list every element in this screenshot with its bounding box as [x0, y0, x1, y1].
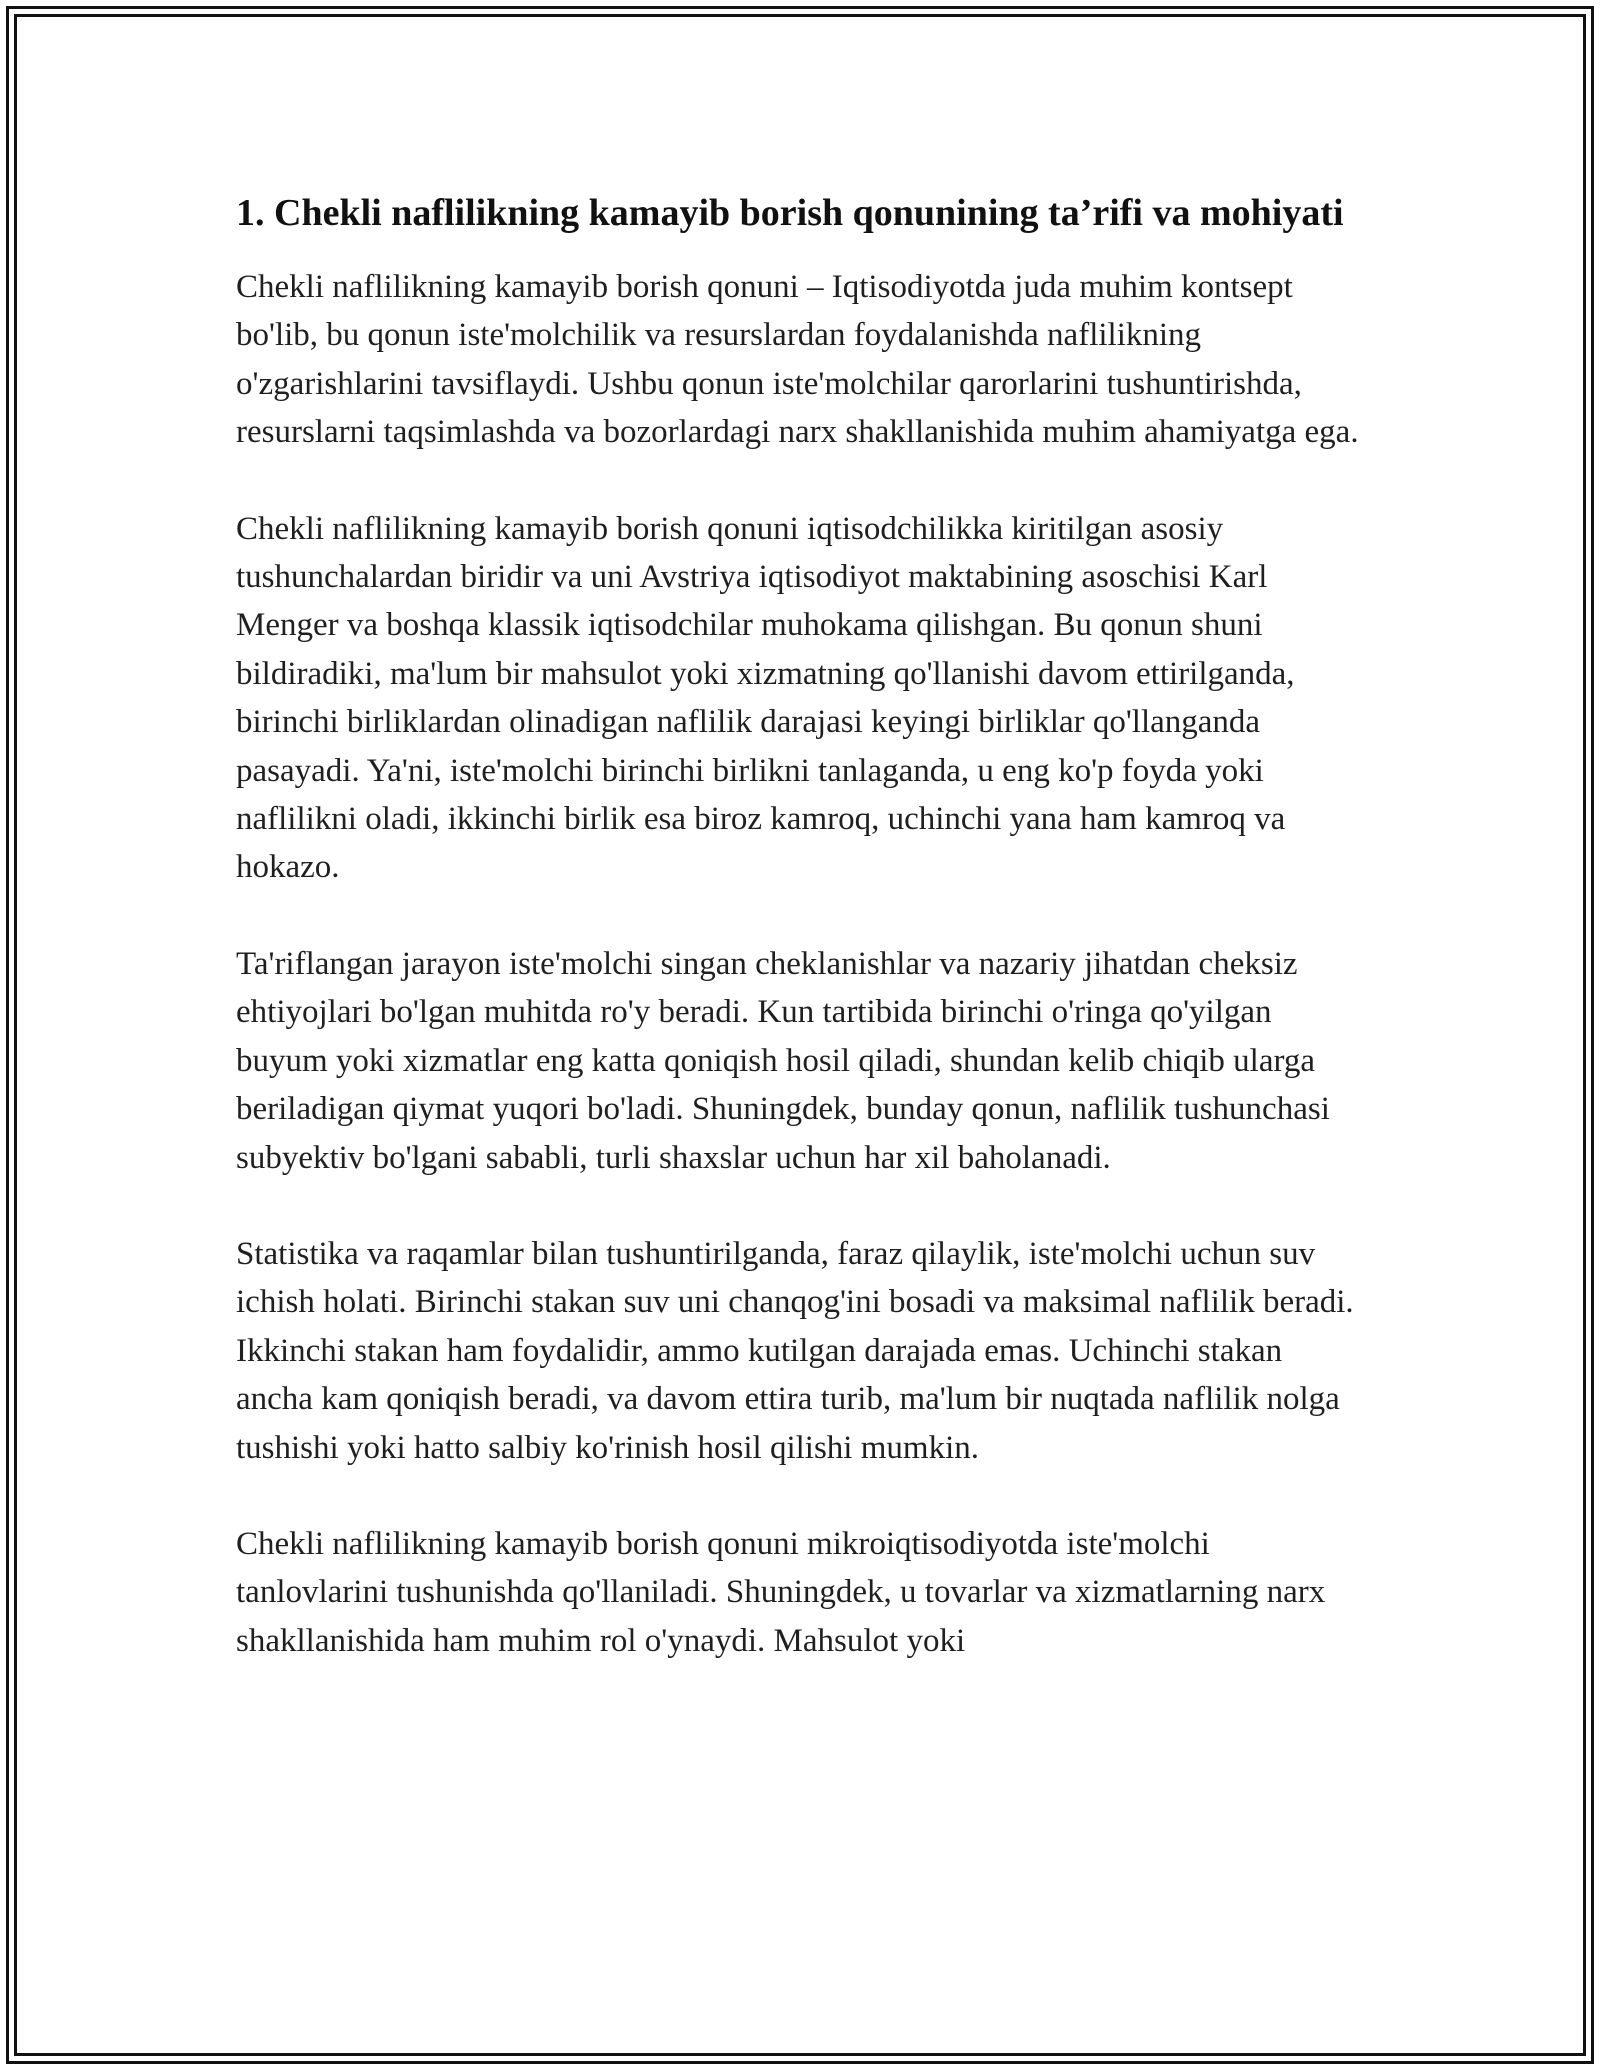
paragraph-5: Chekli naflilikning kamayib borish qonuni mikroiqtisodiyotda iste'molchi tanlovlarini tushunishda qo'llaniladi. Shuningdek, u tovarlar va xizmatlarning narx shakllanishida ham muhim rol o'ynaydi. Mahsulot yoki: [236, 1525, 1326, 1659]
paragraph-1: Chekli naflilikning kamayib borish qonuni – Iqtisodiyotda juda muhim kontsept bo'lib, bu qonun iste'molchilik va resurslardan foydalanishda naflilikning o'zgarishlarini tavsiflaydi. Ushbu qonun iste'molchilar qarorlarini tushuntirishda, resurslarni taqsimlashda va bozorlardagi narx shakllanishida muhim ahamiyatga ega.: [236, 269, 1359, 451]
document-body: [236, 186, 1366, 1713]
paragraph-4: Statistika va raqamlar bilan tushuntirilganda, faraz qilaylik, iste'molchi uchun suv ichish holati. Birinchi stakan suv uni chanqog'ini bosadi va maksimal naflilik beradi. Ikkinchi stakan ham foydalidir, ammo kutilgan darajada emas. Uchinchi stakan ancha kam qoniqish beradi, va davom ettira turib, ma'lum bir nuqtada naflilik nolga tushishi yoki hatto salbiy ko'rinish hosil qilishi mumkin.: [236, 1235, 1354, 1466]
section-heading: 1. Chekli naflilikning kamayib borish qonunining ta’rifi va mohiyati: [236, 192, 1344, 234]
paragraph-3: Ta'riflangan jarayon iste'molchi singan cheklanishlar va nazariy jihatdan cheksiz ehtiyojlari bo'lgan muhitda ro'y beradi. Kun tartibida birinchi o'ringa qo'yilgan buyum yoki xizmatlar eng katta qoniqish hosil qiladi, shundan kelib chiqib ularga beriladigan qiymat yuqori bo'ladi. Shuningdek, bunday qonun, naflilik tushunchasi subyektiv bo'lgani sababli, turli shaxslar uchun har xil baholanadi.: [236, 945, 1330, 1176]
paragraph-2: Chekli naflilikning kamayib borish qonuni iqtisodchilikka kiritilgan asosiy tushunchalardan biridir va uni Avstriya iqtisodiyot maktabining asoschisi Karl Menger va boshqa klassik iqtisodchilar muhokama qilishgan. Bu qonun shuni bildiradiki, ma'lum bir mahsulot yoki xizmatning qo'llanishi davom ettirilganda, birinchi birliklardan olinadigan naflilik darajasi keyingi birliklar qo'llanganda pasayadi. Ya'ni, iste'molchi birinchi birlikni tanlaganda, u eng ko'p foyda yoki naflilikni oladi, ikkinchi birlik esa biroz kamroq, uchinchi yana ham kamroq va hokazo.: [236, 510, 1295, 886]
